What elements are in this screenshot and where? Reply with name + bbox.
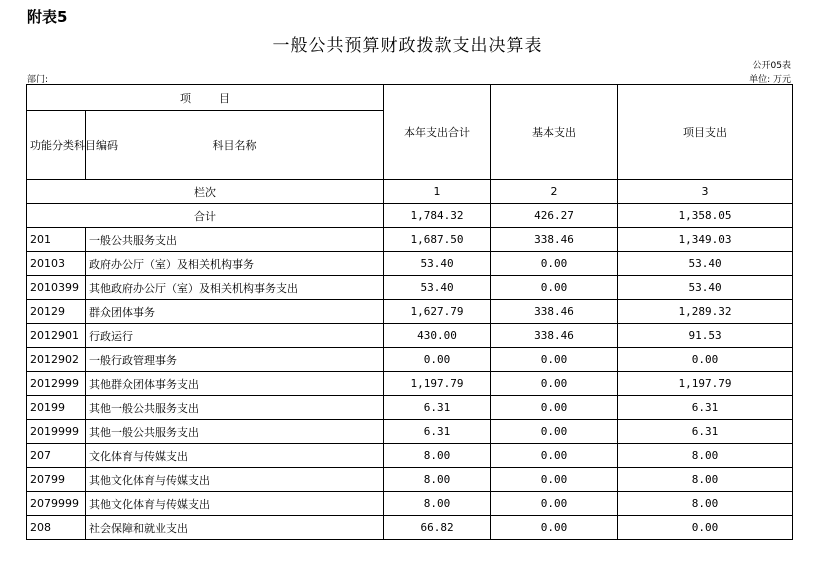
table-row <box>27 468 793 492</box>
table-row <box>27 444 793 468</box>
row-basic: 0.00 <box>491 516 618 540</box>
total-label: 合计 <box>27 204 384 228</box>
table-row <box>27 372 793 396</box>
row-code: 2079999 <box>27 492 86 516</box>
column-number-1: 1 <box>384 180 491 204</box>
row-subject-name: 其他文化体育与传媒支出 <box>86 468 384 492</box>
row-basic: 0.00 <box>491 348 618 372</box>
form-number: 公开05表 <box>752 61 791 71</box>
row-code: 20199 <box>27 396 86 420</box>
row-basic: 0.00 <box>491 492 618 516</box>
table-row <box>27 348 793 372</box>
row-code: 208 <box>27 516 86 540</box>
row-subject-name: 其他文化体育与传媒支出 <box>86 492 384 516</box>
row-project: 1,349.03 <box>618 228 793 252</box>
page-title: 一般公共预算财政拨款支出决算表 <box>272 36 543 56</box>
table-row <box>27 276 793 300</box>
row-subject-name: 一般公共服务支出 <box>86 228 384 252</box>
row-subject-name: 其他一般公共服务支出 <box>86 396 384 420</box>
row-project: 6.31 <box>618 420 793 444</box>
table-row <box>27 228 793 252</box>
row-basic: 0.00 <box>491 444 618 468</box>
row-total: 8.00 <box>384 492 491 516</box>
row-project: 53.40 <box>618 252 793 276</box>
row-basic: 0.00 <box>491 396 618 420</box>
expenditure-table <box>26 84 793 540</box>
row-code: 20103 <box>27 252 86 276</box>
row-project: 1,289.32 <box>618 300 793 324</box>
row-subject-name: 政府办公厅（室）及相关机构事务 <box>86 252 384 276</box>
row-project: 8.00 <box>618 492 793 516</box>
row-project: 0.00 <box>618 348 793 372</box>
table-row <box>27 420 793 444</box>
row-total: 1,687.50 <box>384 228 491 252</box>
row-code: 20129 <box>27 300 86 324</box>
col-project-header: 项目支出 <box>618 85 793 180</box>
col-basic-header: 基本支出 <box>491 85 618 180</box>
column-number-2: 2 <box>491 180 618 204</box>
row-total: 0.00 <box>384 348 491 372</box>
table-row <box>27 396 793 420</box>
row-code: 20799 <box>27 468 86 492</box>
table-row <box>27 492 793 516</box>
row-total: 8.00 <box>384 444 491 468</box>
total-project: 1,358.05 <box>618 204 793 228</box>
row-code: 2012902 <box>27 348 86 372</box>
table-row <box>27 252 793 276</box>
row-basic: 0.00 <box>491 420 618 444</box>
row-basic: 0.00 <box>491 372 618 396</box>
row-code: 2010399 <box>27 276 86 300</box>
department-label: 部门: <box>27 75 49 85</box>
row-subject-name: 其他政府办公厅（室）及相关机构事务支出 <box>86 276 384 300</box>
row-subject-name: 其他一般公共服务支出 <box>86 420 384 444</box>
row-code: 2019999 <box>27 420 86 444</box>
row-basic: 0.00 <box>491 276 618 300</box>
row-project: 0.00 <box>618 516 793 540</box>
column-number-label: 栏次 <box>27 180 384 204</box>
col-total-header: 本年支出合计 <box>384 85 491 180</box>
row-project: 53.40 <box>618 276 793 300</box>
row-code: 2012901 <box>27 324 86 348</box>
row-total: 53.40 <box>384 276 491 300</box>
row-total: 1,627.79 <box>384 300 491 324</box>
row-subject-name: 群众团体事务 <box>86 300 384 324</box>
unit-label: 单位: 万元 <box>749 75 791 85</box>
row-total: 430.00 <box>384 324 491 348</box>
row-code: 2012999 <box>27 372 86 396</box>
row-project: 6.31 <box>618 396 793 420</box>
item-group-header: 项 目 <box>27 85 384 111</box>
attachment-label: 附表5 <box>27 8 68 26</box>
table-row <box>27 324 793 348</box>
row-code: 207 <box>27 444 86 468</box>
row-subject-name: 社会保障和就业支出 <box>86 516 384 540</box>
row-total: 1,197.79 <box>384 372 491 396</box>
row-project: 91.53 <box>618 324 793 348</box>
row-subject-name: 其他群众团体事务支出 <box>86 372 384 396</box>
column-number-3: 3 <box>618 180 793 204</box>
total-basic: 426.27 <box>491 204 618 228</box>
row-basic: 338.46 <box>491 228 618 252</box>
row-code: 201 <box>27 228 86 252</box>
row-project: 1,197.79 <box>618 372 793 396</box>
row-total: 6.31 <box>384 396 491 420</box>
row-subject-name: 一般行政管理事务 <box>86 348 384 372</box>
row-total: 66.82 <box>384 516 491 540</box>
row-subject-name: 文化体育与传媒支出 <box>86 444 384 468</box>
row-basic: 0.00 <box>491 252 618 276</box>
row-basic: 0.00 <box>491 468 618 492</box>
row-subject-name: 行政运行 <box>86 324 384 348</box>
row-total: 6.31 <box>384 420 491 444</box>
table-row <box>27 516 793 540</box>
table-row <box>27 300 793 324</box>
total-sum: 1,784.32 <box>384 204 491 228</box>
row-total: 53.40 <box>384 252 491 276</box>
subject-name-header: 科目名称 <box>86 111 384 180</box>
row-basic: 338.46 <box>491 300 618 324</box>
category-code-header: 功能分类科目编码 <box>27 111 86 180</box>
row-project: 8.00 <box>618 444 793 468</box>
row-project: 8.00 <box>618 468 793 492</box>
row-basic: 338.46 <box>491 324 618 348</box>
row-total: 8.00 <box>384 468 491 492</box>
